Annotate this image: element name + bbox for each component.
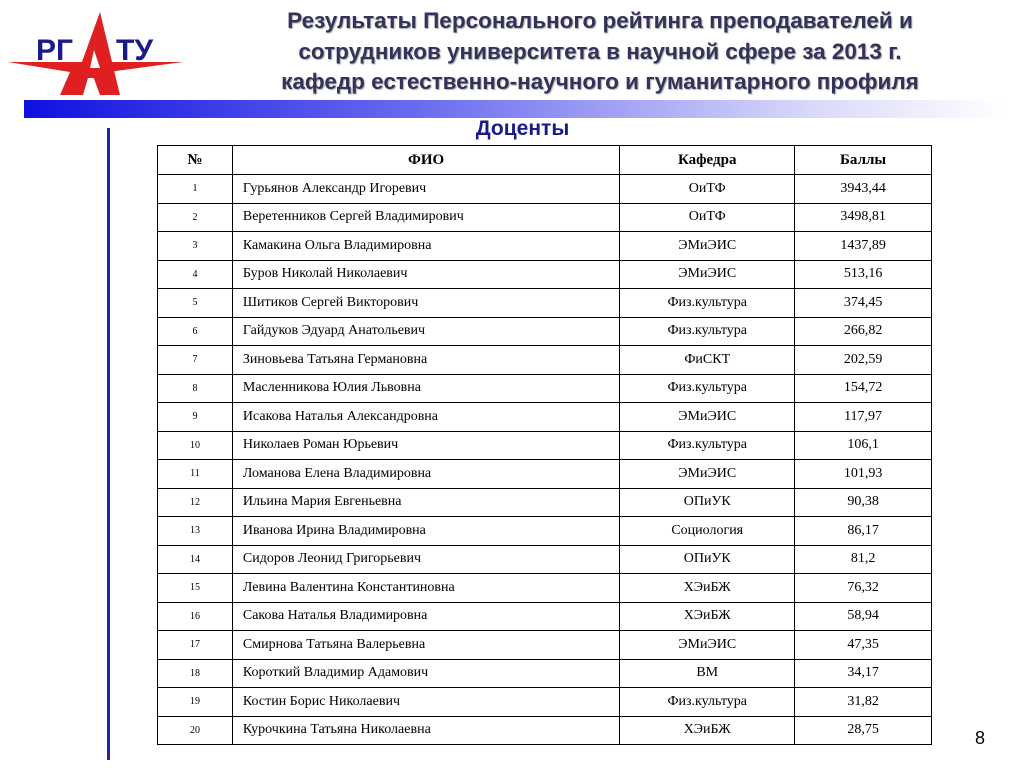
row-number: 6	[158, 317, 233, 346]
header-name: ФИО	[232, 146, 619, 175]
row-score: 513,16	[795, 260, 932, 289]
row-name: Буров Николай Николаевич	[232, 260, 619, 289]
row-number: 5	[158, 289, 233, 318]
row-name: Иванова Ирина Владимировна	[232, 517, 619, 546]
row-name: Исакова Наталья Александровна	[232, 403, 619, 432]
row-number: 13	[158, 517, 233, 546]
row-department: ФиСКТ	[620, 346, 795, 375]
header-number: №	[158, 146, 233, 175]
row-number: 10	[158, 431, 233, 460]
row-department: ОиТФ	[620, 203, 795, 232]
row-department: ОиТФ	[620, 175, 795, 204]
vertical-divider	[107, 128, 110, 760]
row-department: Физ.культура	[620, 289, 795, 318]
row-name: Короткий Владимир Адамович	[232, 659, 619, 688]
table-row	[158, 688, 932, 717]
row-score: 28,75	[795, 716, 932, 745]
row-department: ОПиУК	[620, 545, 795, 574]
rating-table	[157, 145, 932, 745]
svg-text:РГ: РГ	[36, 34, 74, 67]
row-score: 86,17	[795, 517, 932, 546]
row-number: 2	[158, 203, 233, 232]
page-number: 8	[975, 728, 986, 748]
row-score: 154,72	[795, 374, 932, 403]
row-department: ЭМиЭИС	[620, 460, 795, 489]
row-department: ОПиУК	[620, 488, 795, 517]
table-row	[158, 716, 932, 745]
table-row	[158, 203, 932, 232]
row-number: 9	[158, 403, 233, 432]
row-score: 81,2	[795, 545, 932, 574]
row-score: 90,38	[795, 488, 932, 517]
row-name: Ильина Мария Евгеньевна	[232, 488, 619, 517]
table-row	[158, 545, 932, 574]
table-row	[158, 488, 932, 517]
table-row	[158, 232, 932, 261]
row-department: ХЭиБЖ	[620, 574, 795, 603]
row-department: Физ.культура	[620, 431, 795, 460]
row-department: ЭМиЭИС	[620, 232, 795, 261]
svg-text:ТУ: ТУ	[116, 34, 153, 67]
row-number: 18	[158, 659, 233, 688]
row-department: ХЭиБЖ	[620, 716, 795, 745]
row-number: 4	[158, 260, 233, 289]
table-row	[158, 175, 932, 204]
row-name: Зиновьева Татьяна Германовна	[232, 346, 619, 375]
row-name: Камакина Ольга Владимировна	[232, 232, 619, 261]
row-department: ЭМиЭИС	[620, 631, 795, 660]
row-number: 11	[158, 460, 233, 489]
row-name: Гурьянов Александр Игоревич	[232, 175, 619, 204]
row-name: Гайдуков Эдуард Анатольевич	[232, 317, 619, 346]
row-number: 8	[158, 374, 233, 403]
row-score: 1437,89	[795, 232, 932, 261]
table-row	[158, 460, 932, 489]
row-score: 76,32	[795, 574, 932, 603]
table-row	[158, 517, 932, 546]
table-row	[158, 346, 932, 375]
gradient-divider	[24, 100, 1004, 118]
row-score: 106,1	[795, 431, 932, 460]
university-logo	[8, 10, 183, 95]
row-score: 266,82	[795, 317, 932, 346]
row-department: ХЭиБЖ	[620, 602, 795, 631]
row-name: Ломанова Елена Владимировна	[232, 460, 619, 489]
row-score: 202,59	[795, 346, 932, 375]
row-number: 16	[158, 602, 233, 631]
header-score: Баллы	[795, 146, 932, 175]
row-department: Социология	[620, 517, 795, 546]
table-row	[158, 574, 932, 603]
row-number: 1	[158, 175, 233, 204]
row-score: 31,82	[795, 688, 932, 717]
row-name: Сакова Наталья Владимировна	[232, 602, 619, 631]
table-row	[158, 403, 932, 432]
title-line: Результаты Персонального рейтинга преподавателей и	[287, 8, 913, 33]
title-line: сотрудников университета в научной сфере за 2013 г.	[298, 38, 902, 64]
row-name: Веретенников Сергей Владимирович	[232, 203, 619, 232]
row-number: 12	[158, 488, 233, 517]
row-score: 47,35	[795, 631, 932, 660]
row-number: 17	[158, 631, 233, 660]
row-name: Масленникова Юлия Львовна	[232, 374, 619, 403]
row-department: ЭМиЭИС	[620, 260, 795, 289]
row-score: 3943,44	[795, 175, 932, 204]
row-name: Левина Валентина Константиновна	[232, 574, 619, 603]
row-department: Физ.культура	[620, 688, 795, 717]
row-score: 117,97	[795, 403, 932, 432]
row-name: Костин Борис Николаевич	[232, 688, 619, 717]
row-name: Сидоров Леонид Григорьевич	[232, 545, 619, 574]
row-number: 15	[158, 574, 233, 603]
row-score: 58,94	[795, 602, 932, 631]
table-row	[158, 431, 932, 460]
table-row	[158, 374, 932, 403]
table-row	[158, 659, 932, 688]
table-row	[158, 317, 932, 346]
row-department: Физ.культура	[620, 374, 795, 403]
table-row	[158, 289, 932, 318]
row-score: 101,93	[795, 460, 932, 489]
row-department: ВМ	[620, 659, 795, 688]
table-row	[158, 602, 932, 631]
title-line: кафедр естественно-научного и гуманитарного профиля	[281, 69, 919, 94]
table-row	[158, 260, 932, 289]
row-score: 3498,81	[795, 203, 932, 232]
row-number: 19	[158, 688, 233, 717]
row-score: 374,45	[795, 289, 932, 318]
table-header-row	[158, 146, 932, 175]
slide-title	[200, 6, 1000, 98]
row-department: Физ.культура	[620, 317, 795, 346]
row-name: Смирнова Татьяна Валерьевна	[232, 631, 619, 660]
row-number: 14	[158, 545, 233, 574]
row-name: Курочкина Татьяна Николаевна	[232, 716, 619, 745]
section-subtitle: Доценты	[475, 117, 570, 140]
row-name: Николаев Роман Юрьевич	[232, 431, 619, 460]
table-row	[158, 631, 932, 660]
row-name: Шитиков Сергей Викторович	[232, 289, 619, 318]
row-number: 20	[158, 716, 233, 745]
row-department: ЭМиЭИС	[620, 403, 795, 432]
row-number: 3	[158, 232, 233, 261]
row-number: 7	[158, 346, 233, 375]
row-score: 34,17	[795, 659, 932, 688]
header-department: Кафедра	[620, 146, 795, 175]
